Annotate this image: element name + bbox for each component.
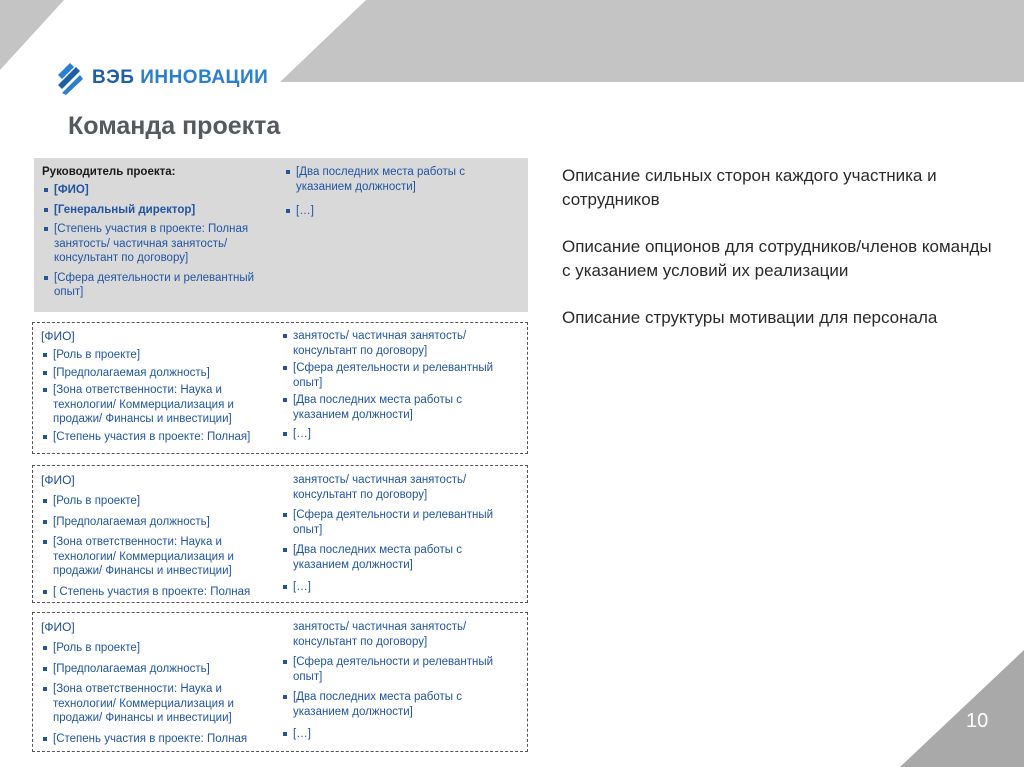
member-3-left-list — [41, 641, 281, 746]
description-motivation: Описание структуры мотивации для персонала — [562, 308, 938, 327]
page-title: Команда проекта — [68, 112, 281, 140]
member-1-fio: [ФИО] — [41, 329, 75, 343]
member-2-left-column — [41, 473, 281, 599]
member-1-experience: [Сфера деятельности и релевантный опыт] — [281, 361, 521, 390]
logo-main: ВЭБ — [92, 67, 135, 88]
member-1-left-column — [41, 329, 281, 444]
leader-heading: Руководитель проекта: — [42, 166, 176, 178]
member-1-left-list — [41, 348, 281, 444]
leader-involvement: [Степень участия в проекте: Полная занятость/ частичная занятость/ консультант по договору] — [42, 222, 282, 266]
bottom-right-decoration — [892, 650, 1024, 767]
logo-sub: ИННОВАЦИИ — [140, 67, 269, 88]
leader-fio: [ФИО] — [42, 183, 282, 198]
member-2-fio: [ФИО] — [41, 473, 75, 487]
logo-stripes-icon — [56, 61, 84, 95]
member-3-position: [Предполагаемая должность] — [41, 662, 281, 677]
member-2-role: [Роль в проекте] — [41, 494, 281, 509]
member-1-position: [Предполагаемая должность] — [41, 366, 281, 381]
member-3-role: [Роль в проекте] — [41, 641, 281, 656]
leader-experience: [Сфера деятельности и релевантный опыт] — [42, 271, 282, 300]
member-2-position: [Предполагаемая должность] — [41, 515, 281, 530]
company-logo — [56, 60, 268, 96]
member-3-involvement: [Степень участия в проекте: Полная — [41, 732, 281, 747]
leader-last-jobs: [Два последних места работы с указанием должности] — [284, 165, 524, 194]
member-card-2 — [32, 465, 528, 603]
member-1-right-column — [281, 329, 521, 442]
member-2-last-jobs: [Два последних места работы с указанием должности] — [281, 543, 521, 572]
leader-right-list — [284, 165, 524, 219]
member-3-fio: [ФИО] — [41, 620, 75, 634]
leader-left-column — [42, 165, 282, 300]
member-3-experience: [Сфера деятельности и релевантный опыт] — [281, 655, 521, 684]
member-1-role: [Роль в проекте] — [41, 348, 281, 363]
member-2-right-column — [281, 473, 521, 595]
descriptions-panel — [562, 164, 1002, 353]
description-strengths: Описание сильных сторон каждого участника и сотрудников — [562, 166, 937, 209]
member-3-right-column — [281, 620, 521, 742]
leader-right-column — [284, 165, 524, 219]
member-1-involvement-cont: занятость/ частичная занятость/ консультант по договору] — [281, 329, 521, 358]
member-2-right-list — [281, 473, 521, 595]
description-options: Описание опционов для сотрудников/членов команды с указанием условий их реализации — [562, 237, 992, 280]
member-3-right-list — [281, 620, 521, 742]
member-card-3 — [32, 612, 528, 752]
member-3-more: […] — [281, 727, 521, 742]
member-3-left-column — [41, 620, 281, 746]
member-2-involvement-cont: занятость/ частичная занятость/ консультант по договору] — [293, 474, 467, 501]
member-1-more: […] — [281, 427, 521, 442]
page-number: 10 — [966, 710, 989, 732]
member-3-involvement-cont: занятость/ частичная занятость/ консультант по договору] — [293, 621, 467, 648]
member-1-last-jobs: [Два последних места работы с указанием должности] — [281, 393, 521, 422]
member-3-last-jobs: [Два последних места работы с указанием должности] — [281, 690, 521, 719]
member-2-involvement: [ Степень участия в проекте: Полная — [41, 585, 281, 600]
logo-text — [92, 67, 268, 89]
member-1-right-list — [281, 329, 521, 442]
member-2-more: […] — [281, 580, 521, 595]
member-2-left-list — [41, 494, 281, 599]
leader-left-list — [42, 183, 282, 300]
leader-card — [34, 158, 528, 312]
member-card-1 — [32, 322, 528, 454]
member-2-experience: [Сфера деятельности и релевантный опыт] — [281, 508, 521, 537]
member-1-responsibility: [Зона ответственности: Наука и технологии/ Коммерциализация и продажи/ Финансы и инвестиции] — [41, 383, 281, 427]
member-2-responsibility: [Зона ответственности: Наука и технологии/ Коммерциализация и продажи/ Финансы и инвестиции] — [41, 535, 281, 579]
member-3-responsibility: [Зона ответственности: Наука и технологии/ Коммерциализация и продажи/ Финансы и инвестиции] — [41, 682, 281, 726]
member-1-involvement: [Степень участия в проекте: Полная] — [41, 430, 281, 445]
leader-more: […] — [284, 204, 524, 219]
top-banner-decoration — [270, 0, 1024, 82]
leader-position: [Генеральный директор] — [42, 203, 282, 218]
